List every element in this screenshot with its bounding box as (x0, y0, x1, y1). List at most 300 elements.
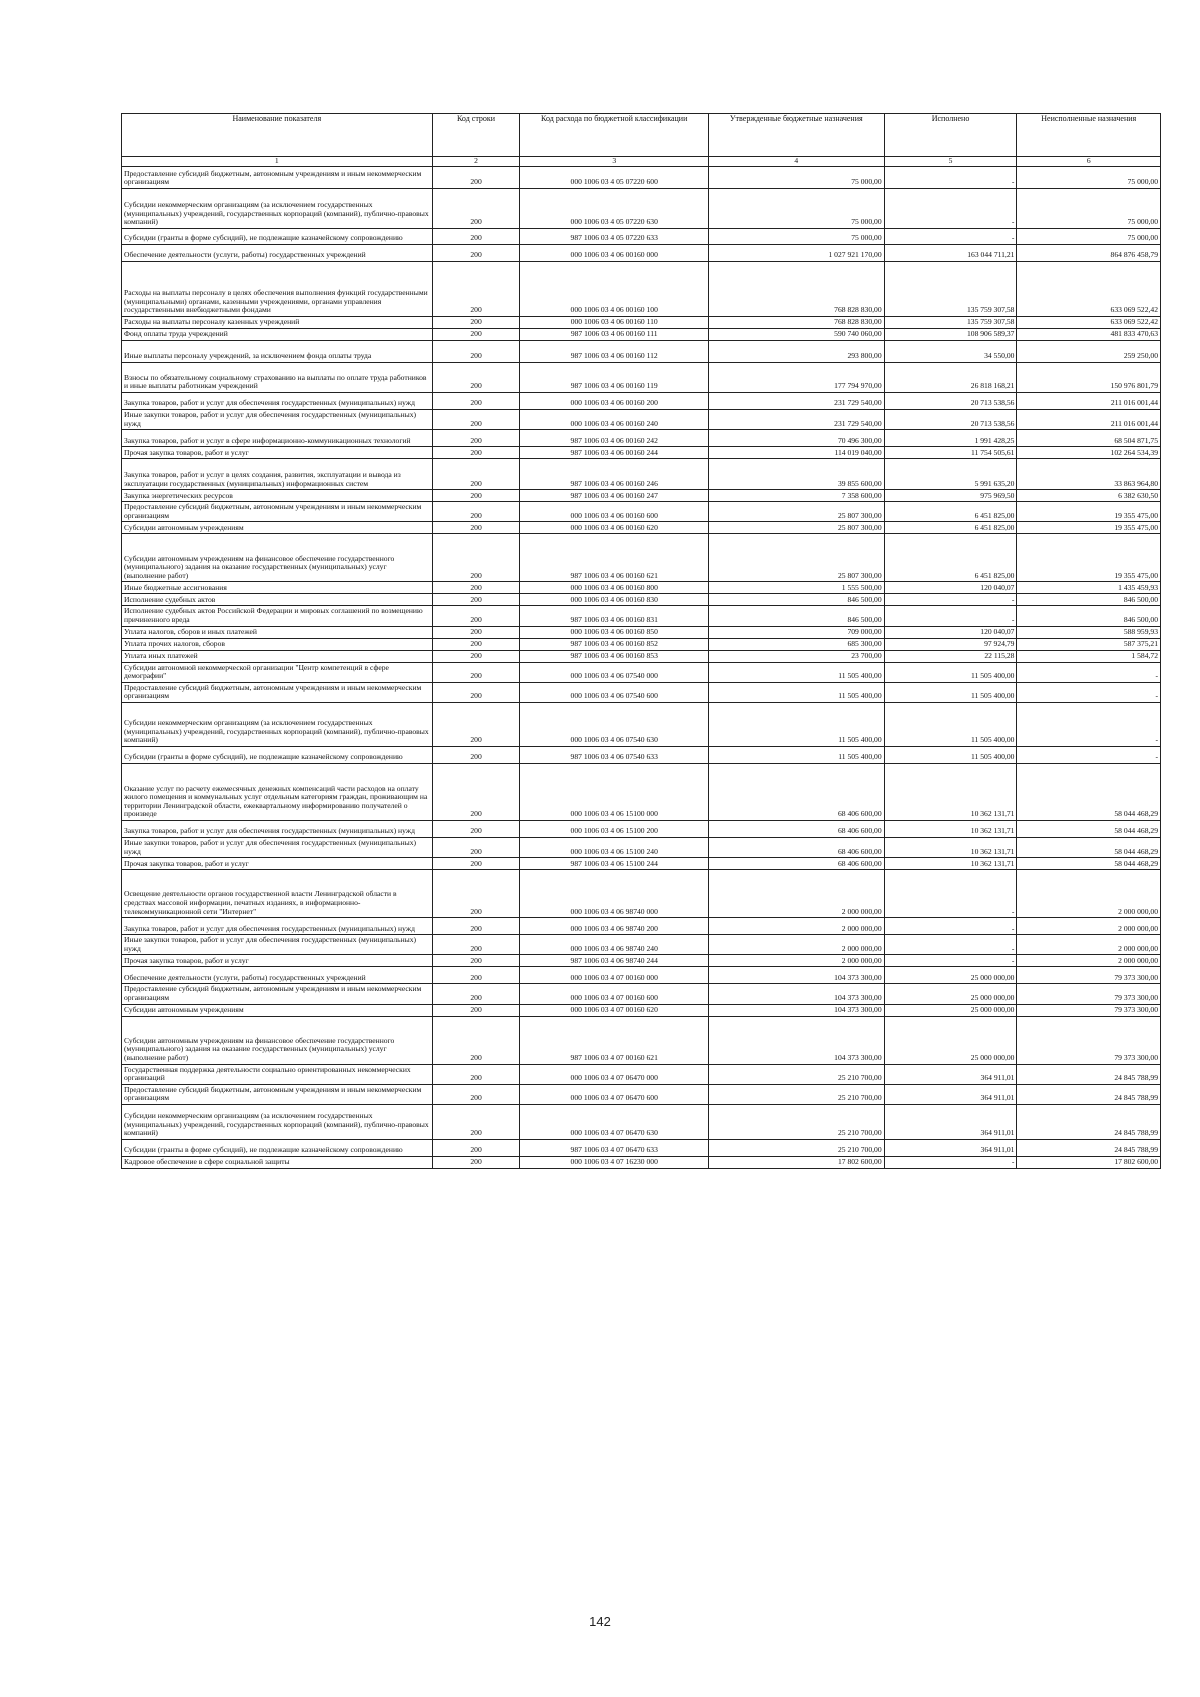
approved-amount-cell: 68 406 600,00 (708, 820, 884, 837)
classification-code-cell: 987 1006 03 4 06 00160 247 (520, 490, 709, 502)
indicator-name-cell: Государственная поддержка деятельности социально ориентированных некоммерческих организаций (122, 1064, 433, 1084)
indicator-name-cell: Обеспечение деятельности (услуги, работы) государственных учреждений (122, 245, 433, 262)
table-row (122, 662, 1161, 682)
classification-code-cell: 000 1006 03 4 06 00160 100 (520, 262, 709, 317)
unexecuted-amount-cell: 259 250,00 (1017, 341, 1161, 363)
line-code-cell: 200 (432, 459, 520, 490)
classification-code-cell: 987 1006 03 4 06 00160 119 (520, 363, 709, 393)
table-row (122, 955, 1161, 967)
approved-amount-cell: 25 807 300,00 (708, 534, 884, 582)
executed-amount-cell: 22 115,28 (884, 650, 1017, 662)
unexecuted-amount-cell: 79 373 300,00 (1017, 984, 1161, 1004)
classification-code-cell: 000 1006 03 4 06 00160 240 (520, 410, 709, 430)
unexecuted-amount-cell: 102 264 534,39 (1017, 447, 1161, 459)
line-code-cell: 200 (432, 1064, 520, 1084)
table-row (122, 650, 1161, 662)
indicator-name-cell: Закупка товаров, работ и услуг для обеспечения государственных (муниципальных) нужд (122, 820, 433, 837)
indicator-name-cell: Субсидии некоммерческим организациям (за исключением государственных (муниципальных) учреждений, государственных корпораций (компаний), публично-правовых компаний) (122, 189, 433, 229)
table-row (122, 245, 1161, 262)
executed-amount-cell: - (884, 594, 1017, 606)
executed-amount-cell: 20 713 538,56 (884, 410, 1017, 430)
table-row (122, 447, 1161, 459)
indicator-name-cell: Исполнение судебных актов (122, 594, 433, 606)
approved-amount-cell: 11 505 400,00 (708, 682, 884, 702)
table-row (122, 682, 1161, 702)
executed-amount-cell: 11 754 505,61 (884, 447, 1017, 459)
column-number: 3 (520, 157, 709, 167)
unexecuted-amount-cell: 2 000 000,00 (1017, 955, 1161, 967)
header-budget-classification: Код расхода по бюджетной классификации (520, 114, 709, 157)
executed-amount-cell: 10 362 131,71 (884, 763, 1017, 820)
unexecuted-amount-cell: 58 044 468,29 (1017, 837, 1161, 857)
indicator-name-cell: Предоставление субсидий бюджетным, автономным учреждениям и иным некоммерческим организациям (122, 682, 433, 702)
indicator-name-cell: Расходы на выплаты персоналу казенных учреждений (122, 317, 433, 329)
classification-code-cell: 000 1006 03 4 06 00160 600 (520, 502, 709, 522)
classification-code-cell: 000 1006 03 4 06 15100 000 (520, 763, 709, 820)
line-code-cell: 200 (432, 650, 520, 662)
table-row (122, 582, 1161, 594)
line-code-cell: 200 (432, 430, 520, 447)
executed-amount-cell: - (884, 1156, 1017, 1168)
indicator-name-cell: Предоставление субсидий бюджетным, автономным учреждениям и иным некоммерческим организациям (122, 984, 433, 1004)
approved-amount-cell: 104 373 300,00 (708, 984, 884, 1004)
line-code-cell: 200 (432, 534, 520, 582)
executed-amount-cell: 120 040,07 (884, 582, 1017, 594)
executed-amount-cell: 25 000 000,00 (884, 1004, 1017, 1016)
line-code-cell: 200 (432, 1156, 520, 1168)
classification-code-cell: 000 1006 03 4 06 98740 200 (520, 918, 709, 935)
unexecuted-amount-cell: 864 876 458,79 (1017, 245, 1161, 262)
table-row (122, 918, 1161, 935)
unexecuted-amount-cell: 211 016 001,44 (1017, 410, 1161, 430)
executed-amount-cell: - (884, 229, 1017, 245)
executed-amount-cell: 34 550,00 (884, 341, 1017, 363)
table-row (122, 229, 1161, 245)
approved-amount-cell: 709 000,00 (708, 626, 884, 638)
column-number-row (122, 157, 1161, 167)
executed-amount-cell: 6 451 825,00 (884, 502, 1017, 522)
unexecuted-amount-cell: 33 863 964,80 (1017, 459, 1161, 490)
line-code-cell: 200 (432, 447, 520, 459)
table-row (122, 606, 1161, 626)
approved-amount-cell: 75 000,00 (708, 167, 884, 189)
table-row (122, 363, 1161, 393)
unexecuted-amount-cell: 75 000,00 (1017, 189, 1161, 229)
unexecuted-amount-cell: 2 000 000,00 (1017, 918, 1161, 935)
indicator-name-cell: Фонд оплаты труда учреждений (122, 329, 433, 341)
unexecuted-amount-cell: - (1017, 746, 1161, 763)
line-code-cell: 200 (432, 317, 520, 329)
table-row (122, 1016, 1161, 1064)
indicator-name-cell: Исполнение судебных актов Российской Федерации и мировых соглашений по возмещению причиненного вреда (122, 606, 433, 626)
line-code-cell: 200 (432, 626, 520, 638)
classification-code-cell: 000 1006 03 4 06 07540 000 (520, 662, 709, 682)
line-code-cell: 200 (432, 594, 520, 606)
unexecuted-amount-cell: 79 373 300,00 (1017, 1004, 1161, 1016)
unexecuted-amount-cell: 24 845 788,99 (1017, 1104, 1161, 1139)
executed-amount-cell: - (884, 955, 1017, 967)
unexecuted-amount-cell: 846 500,00 (1017, 594, 1161, 606)
classification-code-cell: 987 1006 03 4 06 00160 112 (520, 341, 709, 363)
executed-amount-cell: 108 906 589,37 (884, 329, 1017, 341)
table-row (122, 317, 1161, 329)
unexecuted-amount-cell: 211 016 001,44 (1017, 393, 1161, 410)
unexecuted-amount-cell: 588 959,93 (1017, 626, 1161, 638)
approved-amount-cell: 25 210 700,00 (708, 1064, 884, 1084)
line-code-cell: 200 (432, 229, 520, 245)
line-code-cell: 200 (432, 490, 520, 502)
table-row (122, 329, 1161, 341)
table-row (122, 858, 1161, 870)
classification-code-cell: 000 1006 03 4 07 00160 620 (520, 1004, 709, 1016)
classification-code-cell: 987 1006 03 4 06 00160 242 (520, 430, 709, 447)
table-row (122, 967, 1161, 984)
line-code-cell: 200 (432, 582, 520, 594)
table-row (122, 410, 1161, 430)
line-code-cell: 200 (432, 935, 520, 955)
column-number: 4 (708, 157, 884, 167)
approved-amount-cell: 25 210 700,00 (708, 1139, 884, 1156)
line-code-cell: 200 (432, 682, 520, 702)
classification-code-cell: 000 1006 03 4 06 00160 110 (520, 317, 709, 329)
header-approved: Утвержденные бюджетные назначения (708, 114, 884, 157)
line-code-cell: 200 (432, 662, 520, 682)
classification-code-cell: 987 1006 03 4 06 07540 633 (520, 746, 709, 763)
indicator-name-cell: Иные выплаты персоналу учреждений, за исключением фонда оплаты труда (122, 341, 433, 363)
unexecuted-amount-cell: 75 000,00 (1017, 167, 1161, 189)
approved-amount-cell: 2 000 000,00 (708, 870, 884, 918)
table-row (122, 522, 1161, 534)
indicator-name-cell: Субсидии (гранты в форме субсидий), не подлежащие казначейскому сопровождению (122, 1139, 433, 1156)
table-row (122, 459, 1161, 490)
indicator-name-cell: Оказание услуг по расчету ежемесячных денежных компенсаций части расходов на оплату жилого помещения и коммунальных услуг отдельным категориям граждан, проживающим на территории Ленинградской области, ежеквартальному информированию получателей о произведе (122, 763, 433, 820)
budget-execution-table (121, 113, 1161, 1169)
approved-amount-cell: 104 373 300,00 (708, 1004, 884, 1016)
executed-amount-cell: 97 924,79 (884, 638, 1017, 650)
indicator-name-cell: Предоставление субсидий бюджетным, автономным учреждениям и иным некоммерческим организациям (122, 502, 433, 522)
line-code-cell: 200 (432, 1004, 520, 1016)
classification-code-cell: 000 1006 03 4 06 15100 240 (520, 837, 709, 857)
indicator-name-cell: Субсидии автономным учреждениям (122, 522, 433, 534)
unexecuted-amount-cell: 1 584,72 (1017, 650, 1161, 662)
unexecuted-amount-cell: 2 000 000,00 (1017, 935, 1161, 955)
approved-amount-cell: 68 406 600,00 (708, 763, 884, 820)
classification-code-cell: 987 1006 03 4 06 00160 853 (520, 650, 709, 662)
approved-amount-cell: 2 000 000,00 (708, 918, 884, 935)
column-number: 5 (884, 157, 1017, 167)
executed-amount-cell: 11 505 400,00 (884, 682, 1017, 702)
indicator-name-cell: Субсидии автономной некоммерческой организации "Центр компетенций в сфере демографии" (122, 662, 433, 682)
line-code-cell: 200 (432, 955, 520, 967)
classification-code-cell: 000 1006 03 4 05 07220 630 (520, 189, 709, 229)
unexecuted-amount-cell: - (1017, 662, 1161, 682)
approved-amount-cell: 68 406 600,00 (708, 837, 884, 857)
classification-code-cell: 000 1006 03 4 07 00160 600 (520, 984, 709, 1004)
executed-amount-cell: 26 818 168,21 (884, 363, 1017, 393)
column-number: 2 (432, 157, 520, 167)
unexecuted-amount-cell: 58 044 468,29 (1017, 858, 1161, 870)
classification-code-cell: 987 1006 03 4 06 00160 852 (520, 638, 709, 650)
approved-amount-cell: 1 027 921 170,00 (708, 245, 884, 262)
executed-amount-cell: - (884, 918, 1017, 935)
indicator-name-cell: Кадровое обеспечение в сфере социальной защиты (122, 1156, 433, 1168)
indicator-name-cell: Уплата иных платежей (122, 650, 433, 662)
approved-amount-cell: 1 555 500,00 (708, 582, 884, 594)
approved-amount-cell: 104 373 300,00 (708, 1016, 884, 1064)
approved-amount-cell: 768 828 830,00 (708, 317, 884, 329)
line-code-cell: 200 (432, 341, 520, 363)
line-code-cell: 200 (432, 702, 520, 746)
table-row (122, 341, 1161, 363)
executed-amount-cell: 120 040,07 (884, 626, 1017, 638)
indicator-name-cell: Обеспечение деятельности (услуги, работы) государственных учреждений (122, 967, 433, 984)
classification-code-cell: 987 1006 03 4 06 00160 244 (520, 447, 709, 459)
approved-amount-cell: 25 807 300,00 (708, 522, 884, 534)
classification-code-cell: 987 1006 03 4 06 00160 111 (520, 329, 709, 341)
executed-amount-cell: 1 991 428,25 (884, 430, 1017, 447)
executed-amount-cell: 25 000 000,00 (884, 984, 1017, 1004)
unexecuted-amount-cell: 79 373 300,00 (1017, 1016, 1161, 1064)
approved-amount-cell: 231 729 540,00 (708, 393, 884, 410)
indicator-name-cell: Уплата прочих налогов, сборов (122, 638, 433, 650)
classification-code-cell: 987 1006 03 4 06 00160 246 (520, 459, 709, 490)
executed-amount-cell: 163 044 711,21 (884, 245, 1017, 262)
indicator-name-cell: Субсидии некоммерческим организациям (за исключением государственных (муниципальных) учреждений, государственных корпораций (компаний), публично-правовых компаний) (122, 1104, 433, 1139)
approved-amount-cell: 2 000 000,00 (708, 955, 884, 967)
line-code-cell: 200 (432, 245, 520, 262)
indicator-name-cell: Субсидии некоммерческим организациям (за исключением государственных (муниципальных) учреждений, государственных корпораций (компаний), публично-правовых компаний) (122, 702, 433, 746)
approved-amount-cell: 590 740 060,00 (708, 329, 884, 341)
approved-amount-cell: 11 505 400,00 (708, 746, 884, 763)
line-code-cell: 200 (432, 967, 520, 984)
unexecuted-amount-cell: 24 845 788,99 (1017, 1139, 1161, 1156)
unexecuted-amount-cell: 633 069 522,42 (1017, 262, 1161, 317)
executed-amount-cell: 25 000 000,00 (884, 1016, 1017, 1064)
executed-amount-cell: 364 911,01 (884, 1084, 1017, 1104)
table-row (122, 702, 1161, 746)
line-code-cell: 200 (432, 262, 520, 317)
approved-amount-cell: 7 358 600,00 (708, 490, 884, 502)
classification-code-cell: 000 1006 03 4 06 00160 000 (520, 245, 709, 262)
unexecuted-amount-cell: 17 802 600,00 (1017, 1156, 1161, 1168)
classification-code-cell: 987 1006 03 4 06 98740 244 (520, 955, 709, 967)
classification-code-cell: 000 1006 03 4 06 00160 200 (520, 393, 709, 410)
unexecuted-amount-cell: 75 000,00 (1017, 229, 1161, 245)
indicator-name-cell: Закупка товаров, работ и услуг для обеспечения государственных (муниципальных) нужд (122, 918, 433, 935)
unexecuted-amount-cell: - (1017, 682, 1161, 702)
approved-amount-cell: 11 505 400,00 (708, 702, 884, 746)
table-row (122, 935, 1161, 955)
table-row (122, 534, 1161, 582)
approved-amount-cell: 231 729 540,00 (708, 410, 884, 430)
indicator-name-cell: Расходы на выплаты персоналу в целях обеспечения выполнения функций государственными (муниципальными) органами, казенными учреждениями, органами управления государственными внебюджетными фондами (122, 262, 433, 317)
unexecuted-amount-cell: 6 382 630,50 (1017, 490, 1161, 502)
approved-amount-cell: 293 800,00 (708, 341, 884, 363)
line-code-cell: 200 (432, 393, 520, 410)
line-code-cell: 200 (432, 746, 520, 763)
indicator-name-cell: Освещение деятельности органов государственной власти Ленинградской области в средствах массовой информации, печатных изданиях, в информационно-телекоммуникационной сети "Интернет" (122, 870, 433, 918)
unexecuted-amount-cell: 633 069 522,42 (1017, 317, 1161, 329)
indicator-name-cell: Предоставление субсидий бюджетным, автономным учреждениям и иным некоммерческим организациям (122, 1084, 433, 1104)
approved-amount-cell: 177 794 970,00 (708, 363, 884, 393)
classification-code-cell: 000 1006 03 4 07 06470 000 (520, 1064, 709, 1084)
classification-code-cell: 000 1006 03 4 06 07540 600 (520, 682, 709, 702)
approved-amount-cell: 685 300,00 (708, 638, 884, 650)
classification-code-cell: 000 1006 03 4 05 07220 600 (520, 167, 709, 189)
line-code-cell: 200 (432, 984, 520, 1004)
table-row (122, 1104, 1161, 1139)
line-code-cell: 200 (432, 638, 520, 650)
indicator-name-cell: Субсидии автономным учреждениям на финансовое обеспечение государственного (муниципального) задания на оказание государственных (муниципальных) услуг (выполнение работ) (122, 534, 433, 582)
unexecuted-amount-cell: 79 373 300,00 (1017, 967, 1161, 984)
line-code-cell: 200 (432, 837, 520, 857)
line-code-cell: 200 (432, 870, 520, 918)
table-row (122, 262, 1161, 317)
table-row (122, 1156, 1161, 1168)
executed-amount-cell: 11 505 400,00 (884, 746, 1017, 763)
executed-amount-cell: - (884, 870, 1017, 918)
indicator-name-cell: Иные закупки товаров, работ и услуг для обеспечения государственных (муниципальных) нужд (122, 935, 433, 955)
line-code-cell: 200 (432, 189, 520, 229)
classification-code-cell: 000 1006 03 4 06 07540 630 (520, 702, 709, 746)
approved-amount-cell: 39 855 600,00 (708, 459, 884, 490)
classification-code-cell: 987 1006 03 4 06 15100 244 (520, 858, 709, 870)
executed-amount-cell: 11 505 400,00 (884, 702, 1017, 746)
indicator-name-cell: Закупка товаров, работ и услуг для обеспечения государственных (муниципальных) нужд (122, 393, 433, 410)
table-header-row (122, 114, 1161, 157)
approved-amount-cell: 75 000,00 (708, 229, 884, 245)
page-number: 142 (589, 1614, 611, 1629)
unexecuted-amount-cell: 19 355 475,00 (1017, 522, 1161, 534)
classification-code-cell: 000 1006 03 4 06 00160 830 (520, 594, 709, 606)
header-executed: Исполнено (884, 114, 1017, 157)
executed-amount-cell: 364 911,01 (884, 1104, 1017, 1139)
indicator-name-cell: Предоставление субсидий бюджетным, автономным учреждениям и иным некоммерческим организациям (122, 167, 433, 189)
indicator-name-cell: Уплата налогов, сборов и иных платежей (122, 626, 433, 638)
executed-amount-cell: 20 713 538,56 (884, 393, 1017, 410)
table-row (122, 763, 1161, 820)
approved-amount-cell: 846 500,00 (708, 594, 884, 606)
executed-amount-cell: 975 969,50 (884, 490, 1017, 502)
table-row (122, 626, 1161, 638)
unexecuted-amount-cell: 1 435 459,93 (1017, 582, 1161, 594)
unexecuted-amount-cell: 481 833 470,63 (1017, 329, 1161, 341)
line-code-cell: 200 (432, 820, 520, 837)
executed-amount-cell: 10 362 131,71 (884, 858, 1017, 870)
table-row (122, 490, 1161, 502)
table-row (122, 393, 1161, 410)
approved-amount-cell: 75 000,00 (708, 189, 884, 229)
table-row (122, 1084, 1161, 1104)
approved-amount-cell: 23 700,00 (708, 650, 884, 662)
indicator-name-cell: Прочая закупка товаров, работ и услуг (122, 858, 433, 870)
line-code-cell: 200 (432, 522, 520, 534)
column-number: 1 (122, 157, 433, 167)
table-row (122, 1064, 1161, 1084)
indicator-name-cell: Закупка товаров, работ и услуг в целях создания, развития, эксплуатации и вывода из эксплуатации государственных (муниципальных) информационных систем (122, 459, 433, 490)
unexecuted-amount-cell: 19 355 475,00 (1017, 502, 1161, 522)
unexecuted-amount-cell: 2 000 000,00 (1017, 870, 1161, 918)
approved-amount-cell: 17 802 600,00 (708, 1156, 884, 1168)
line-code-cell: 200 (432, 1016, 520, 1064)
table-row (122, 638, 1161, 650)
unexecuted-amount-cell: 24 845 788,99 (1017, 1064, 1161, 1084)
classification-code-cell: 987 1006 03 4 05 07220 633 (520, 229, 709, 245)
table-row (122, 167, 1161, 189)
approved-amount-cell: 25 210 700,00 (708, 1084, 884, 1104)
unexecuted-amount-cell: 587 375,21 (1017, 638, 1161, 650)
table-row (122, 594, 1161, 606)
indicator-name-cell: Субсидии (гранты в форме субсидий), не подлежащие казначейскому сопровождению (122, 229, 433, 245)
header-line-code: Код строки (432, 114, 520, 157)
approved-amount-cell: 846 500,00 (708, 606, 884, 626)
indicator-name-cell: Прочая закупка товаров, работ и услуг (122, 955, 433, 967)
approved-amount-cell: 2 000 000,00 (708, 935, 884, 955)
classification-code-cell: 000 1006 03 4 06 00160 850 (520, 626, 709, 638)
line-code-cell: 200 (432, 167, 520, 189)
line-code-cell: 200 (432, 606, 520, 626)
table-row (122, 746, 1161, 763)
line-code-cell: 200 (432, 858, 520, 870)
line-code-cell: 200 (432, 1139, 520, 1156)
header-unexecuted: Неисполненные назначения (1017, 114, 1161, 157)
table-row (122, 820, 1161, 837)
table-body (122, 167, 1161, 1169)
classification-code-cell: 000 1006 03 4 07 06470 600 (520, 1084, 709, 1104)
indicator-name-cell: Субсидии автономным учреждениям на финансовое обеспечение государственного (муниципального) задания на оказание государственных (муниципальных) услуг (выполнение работ) (122, 1016, 433, 1064)
line-code-cell: 200 (432, 410, 520, 430)
executed-amount-cell: - (884, 935, 1017, 955)
header-indicator-name: Наименование показателя (122, 114, 433, 157)
unexecuted-amount-cell: 68 504 871,75 (1017, 430, 1161, 447)
indicator-name-cell: Прочая закупка товаров, работ и услуг (122, 447, 433, 459)
table-row (122, 430, 1161, 447)
approved-amount-cell: 68 406 600,00 (708, 858, 884, 870)
unexecuted-amount-cell: 58 044 468,29 (1017, 763, 1161, 820)
indicator-name-cell: Закупка товаров, работ и услуг в сфере информационно-коммуникационных технологий (122, 430, 433, 447)
classification-code-cell: 987 1006 03 4 07 00160 621 (520, 1016, 709, 1064)
column-number: 6 (1017, 157, 1161, 167)
approved-amount-cell: 11 505 400,00 (708, 662, 884, 682)
classification-code-cell: 000 1006 03 4 06 98740 240 (520, 935, 709, 955)
table-row (122, 189, 1161, 229)
classification-code-cell: 000 1006 03 4 07 16230 000 (520, 1156, 709, 1168)
executed-amount-cell: 25 000 000,00 (884, 967, 1017, 984)
table-row (122, 502, 1161, 522)
table-row (122, 837, 1161, 857)
executed-amount-cell: 5 991 635,20 (884, 459, 1017, 490)
classification-code-cell: 000 1006 03 4 06 00160 620 (520, 522, 709, 534)
unexecuted-amount-cell: 846 500,00 (1017, 606, 1161, 626)
indicator-name-cell: Иные бюджетные ассигнования (122, 582, 433, 594)
approved-amount-cell: 70 496 300,00 (708, 430, 884, 447)
executed-amount-cell: - (884, 606, 1017, 626)
approved-amount-cell: 104 373 300,00 (708, 967, 884, 984)
classification-code-cell: 000 1006 03 4 06 98740 000 (520, 870, 709, 918)
executed-amount-cell: 135 759 307,58 (884, 317, 1017, 329)
executed-amount-cell: 10 362 131,71 (884, 820, 1017, 837)
line-code-cell: 200 (432, 329, 520, 341)
executed-amount-cell: - (884, 167, 1017, 189)
unexecuted-amount-cell: 19 355 475,00 (1017, 534, 1161, 582)
line-code-cell: 200 (432, 918, 520, 935)
indicator-name-cell: Иные закупки товаров, работ и услуг для обеспечения государственных (муниципальных) нужд (122, 837, 433, 857)
approved-amount-cell: 25 210 700,00 (708, 1104, 884, 1139)
table-row (122, 1004, 1161, 1016)
executed-amount-cell: 135 759 307,58 (884, 262, 1017, 317)
indicator-name-cell: Иные закупки товаров, работ и услуг для обеспечения государственных (муниципальных) нужд (122, 410, 433, 430)
unexecuted-amount-cell: 58 044 468,29 (1017, 820, 1161, 837)
